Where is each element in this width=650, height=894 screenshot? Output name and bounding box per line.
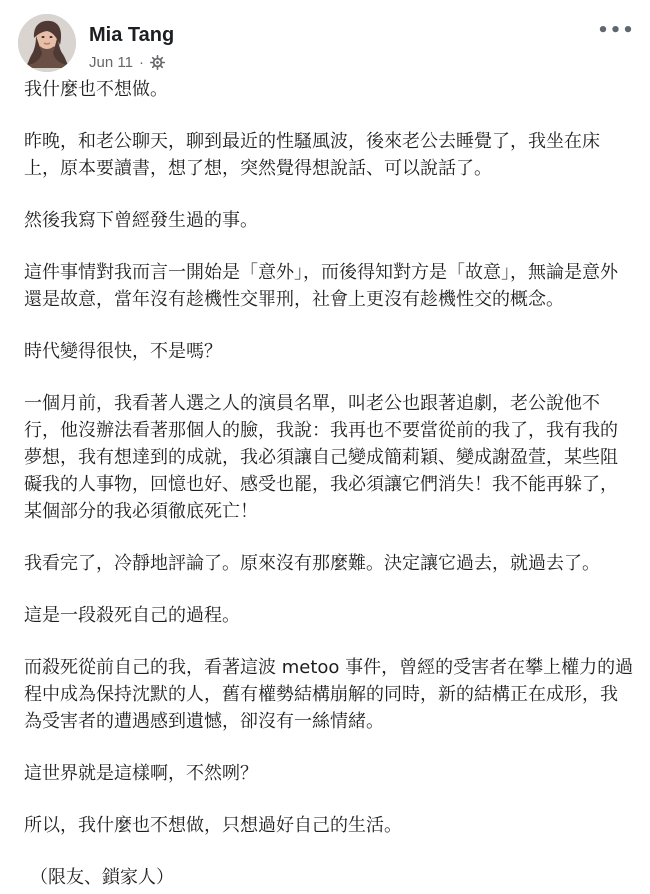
post-paragraph: 昨晚，和老公聊天，聊到最近的性騷風波，後來老公去睡覺了，我坐在床上，原本要讀書，想了想，突然覺得想說話、可以說話了。 xyxy=(24,131,600,179)
post-paragraph: 時代變得很快，不是嗎？ xyxy=(24,341,222,362)
post-paragraph: （限友、鎖家人） xyxy=(30,867,174,888)
post-paragraph: 一個月前，我看著人選之人的演員名單，叫老公也跟著追劇，老公說他不行，他沒辦法看著那個人的臉，我說：我再也不要當從前的我了，我有我的夢想，我有想達到的成就，我必須讓自己變成簡莉穎、變成謝盈萱，某些阻礙我的人事物，回憶也好、感受也罷，我必須讓它們消失！我不能再躲了，某個部分的我必須徹底死亡！ xyxy=(24,393,618,522)
settings-globe-icon[interactable] xyxy=(150,55,165,70)
post-paragraph: 這件事情對我而言一開始是「意外」，而後得知對方是「故意」，無論是意外還是故意，當年沒有趁機性交罪刑，社會上更沒有趁機性交的概念。 xyxy=(24,262,618,310)
post-meta xyxy=(89,54,165,71)
post-date[interactable]: Jun 11 xyxy=(89,54,133,71)
post-paragraph: 這是一段殺死自己的過程。 xyxy=(24,605,240,626)
meta-separator: · xyxy=(138,54,144,71)
avatar[interactable] xyxy=(18,14,76,72)
post-paragraph: 然後我寫下曾經發生過的事。 xyxy=(24,210,258,231)
post-paragraph: 這世界就是這樣啊，不然咧？ xyxy=(24,763,258,784)
more-options-icon[interactable]: ••• xyxy=(597,19,635,41)
post-paragraph: 所以，我什麼也不想做，只想過好自己的生活。 xyxy=(24,815,402,836)
post-header xyxy=(18,14,636,78)
post-paragraph: 我看完了，冷靜地評論了。原來沒有那麼難。決定讓它過去，就過去了。 xyxy=(24,553,600,574)
post-content xyxy=(24,76,634,891)
author-name[interactable]: Mia Tang xyxy=(89,24,175,46)
post-paragraph: 而殺死從前自己的我，看著這波 metoo 事件，曾經的受害者在攀上權力的過程中成為保持沈默的人，舊有權勢結構崩解的同時，新的結構正在成形，我為受害者的遭遇感到遺憾，卻沒有一絲情緒。 xyxy=(24,657,634,732)
post-paragraph: 我什麼也不想做。 xyxy=(24,79,168,100)
